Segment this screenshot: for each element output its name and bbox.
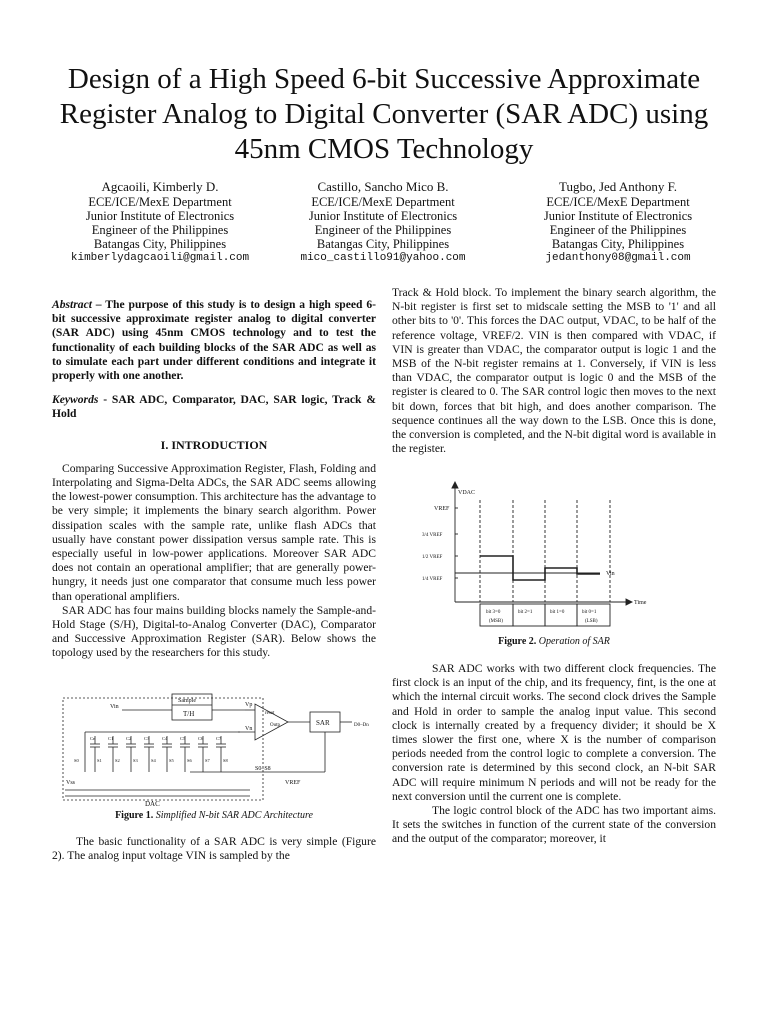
author-inst: Junior Institute of Electronics	[543, 209, 693, 223]
paragraph: Comparing Successive Approximation Register, Flash, Folding and Interpolating and Sigma-Delta ADCs, the SAR ADC seems allowing the lowest-power consumption. This architecture has the advantage to be very simple; it implements the binary search algorithm. Power dissipation scales with the sample rate, unlike flash ADCs that usually have constant power dissipation versus sample rate. This is especially useful in low-power applications. Moreover SAR ADC does not contain an operational amplifier; that are generally power-hungry, it needs just one comparator that consume much less power than operational amplifiers.	[52, 461, 376, 603]
right-column-bottom	[392, 662, 716, 847]
figure-1-caption	[52, 810, 376, 822]
keywords-label: Keywords	[52, 393, 99, 407]
fig2-vref-label: VREF	[434, 506, 450, 512]
author-dept: ECE/ICE/MexE Department	[88, 195, 232, 209]
paragraph: SAR ADC has four mains building blocks namely the Sample-and-Hold Stage (S/H), Digital-to-Analog Converter (DAC), Comparator and Successive Approximation Register (SAR). Below shows the topology used by the researchers for this study.	[52, 603, 376, 660]
fig1-outp-label: Outp	[270, 723, 280, 728]
author-block-3	[498, 180, 738, 265]
keywords	[52, 393, 376, 421]
fig1-dac-label: DAC	[145, 800, 160, 808]
author-name: Tugbo, Jed Anthony F.	[558, 179, 678, 194]
fig1-switch-label: S3	[133, 758, 138, 763]
abstract-label: Abstract –	[52, 298, 102, 311]
fig2-vdac-label: VDAC	[458, 490, 476, 496]
fig1-switch-label: S2	[115, 758, 120, 763]
figure-2-diagram	[420, 480, 680, 630]
fig1-cap-label: C7	[216, 736, 222, 741]
fig1-dout-label: D0–Dn	[354, 723, 369, 728]
fig1-cap-label: C5	[180, 736, 186, 741]
figure-2-caption-text: Operation of SAR	[538, 636, 610, 647]
author-dept: ECE/ICE/MexE Department	[546, 195, 690, 209]
fig1-vp-label: Vp	[245, 702, 253, 708]
author-inst: Junior Institute of Electronics	[308, 209, 458, 223]
fig1-cap-label: C6	[198, 736, 204, 741]
author-city: Batangas City, Philippines	[93, 237, 227, 251]
figure-2-label: Figure 2.	[498, 636, 537, 647]
fig2-bit-sub: (MSB)	[489, 619, 503, 624]
fig1-switch-label: S4	[151, 758, 156, 763]
fig1-sar-label: SAR	[316, 719, 330, 727]
fig1-switch-label: S0	[74, 758, 79, 763]
figure-2-caption	[392, 636, 716, 648]
paper-title: Design of a High Speed 6-bit Successive Approximate Register Analog to Digital Converter (SAR ADC) using 45nm CMOS Technology	[59, 63, 709, 165]
paragraph: SAR ADC works with two different clock frequencies. The first clock is an input of the chip, and its frequency, fint, is the one at which the internal circuit works. The second clock drives the Sample and Hold in order to sample the analog input value. This second clock is internally created by a frequency divider; it should be X times slower the first one, where X is the number of comparison periods needed from the control logic to complete a conversion. The conversion rate is determined by this second clock, an N-bit SAR ADC will require minimum N periods and will not be ready for the next conversion until the current one is complete.	[392, 662, 716, 803]
author-city: Batangas City, Philippines	[551, 237, 685, 251]
fig1-cap-label: C4	[162, 736, 168, 741]
author-email[interactable]: jedanthony08@gmail.com	[545, 252, 691, 264]
fig1-cap-label: C3	[144, 736, 150, 741]
fig2-time-label: Time	[634, 600, 647, 606]
paragraph: The basic functionality of a SAR ADC is very simple (Figure 2). The analog input voltage VIN is sampled by the	[52, 835, 376, 863]
fig2-vin-label: Vin	[606, 571, 615, 577]
author-org: Engineer of the Philippines	[314, 223, 452, 237]
section-heading: I. INTRODUCTION	[160, 437, 268, 452]
fig2-bit-label: bit 1=0	[550, 610, 565, 615]
keywords-text: - SAR ADC, Comparator, DAC, SAR logic, Track & Hold	[52, 393, 376, 421]
author-dept: ECE/ICE/MexE Department	[311, 195, 455, 209]
author-email[interactable]: kimberlydagcaoili@gmail.com	[70, 252, 250, 264]
fig1-switch-label: S1	[97, 758, 102, 763]
fig1-s0s8-label: S0–S8	[255, 766, 271, 772]
fig1-switch-label: S5	[169, 758, 174, 763]
paragraph: Track & Hold block. To implement the binary search algorithm, the N-bit register is first set to midscale setting the MSB to '1' and all other bits to '0'. This forces the DAC output, VDAC, to be half of the reference voltage, VREF/2. VIN is then compared with VDAC, if VIN is greater than VDAC, the comparator output is logic 1 and the MSB of the N-bit register remains at 1. Conversely, if VIN is less than VDAC, the comparator output is logic 0 and the MSB of the register is cleared to 0. The SAR control logic then moves to the next bit down, forces that bit high, and does another comparison. The sequence continues all the way down to the LSB. Once this is done, the conversion is completed, and the N-bit digital word is available in the register.	[392, 286, 716, 456]
fig1-switch-label: S7	[205, 758, 210, 763]
author-org: Engineer of the Philippines	[549, 223, 687, 237]
fig2-bit-label: bit 0=1	[582, 610, 597, 615]
author-block-1	[40, 180, 280, 265]
fig2-bit-sub: (LSB)	[585, 619, 598, 624]
fig2-y12-label: 1/2 VREF	[422, 555, 443, 560]
fig1-cap-label: Cn	[90, 736, 96, 741]
fig1-switch-label: S8	[223, 758, 228, 763]
author-org: Engineer of the Philippines	[91, 223, 229, 237]
fig1-cap-label: C2	[126, 736, 132, 741]
fig1-sample-label: Sample	[178, 698, 196, 704]
abstract-text: The purpose of this study is to design a high speed 6-bit successive approximate register analog to digital converter (SAR ADC) using 45nm CMOS technology and to test the functionality of each building blocks of the SAR ADC as well as to simulate each part under different conditions and integrate it properly with one another.	[52, 298, 376, 383]
left-column	[52, 298, 376, 661]
fig2-y34-label: 3/4 VREF	[422, 533, 443, 538]
abstract	[52, 298, 376, 383]
fig1-cap-label: C1	[108, 736, 114, 741]
right-column	[392, 286, 716, 456]
paragraph: The logic control block of the ADC has two important aims. It sets the switches in function of the current state of the conversion and the output of the comparator; moreover, it	[392, 804, 716, 846]
author-name: Agcaoili, Kimberly D.	[101, 179, 219, 194]
fig2-bit-label: bit 2=1	[518, 610, 533, 615]
capacitor-array	[90, 736, 226, 772]
fig1-vref-label: VREF	[285, 780, 301, 786]
author-inst: Junior Institute of Electronics	[85, 209, 235, 223]
figure-1-label: Figure 1.	[115, 810, 154, 821]
fig1-th-label: T/H	[183, 710, 195, 718]
fig1-vss-label: Vss	[66, 780, 76, 786]
author-city: Batangas City, Philippines	[316, 237, 450, 251]
fig2-y14-label: 1/4 VREF	[422, 577, 443, 582]
fig1-vin-label: Vin	[110, 704, 119, 710]
left-column-bottom	[52, 835, 376, 863]
author-name: Castillo, Sancho Mico B.	[317, 179, 449, 194]
figure-1-caption-text: Simplified N-bit SAR ADC Architecture	[155, 810, 313, 821]
fig2-bit-label: bit 3=0	[486, 610, 501, 615]
fig1-vn-label: Vn	[245, 726, 253, 732]
author-block-2	[263, 180, 503, 265]
fig1-reset-label: reset	[265, 711, 275, 716]
figure-1-diagram	[60, 692, 370, 808]
author-email[interactable]: mico_castillo91@yahoo.com	[300, 252, 466, 264]
fig1-switch-label: S6	[187, 758, 192, 763]
